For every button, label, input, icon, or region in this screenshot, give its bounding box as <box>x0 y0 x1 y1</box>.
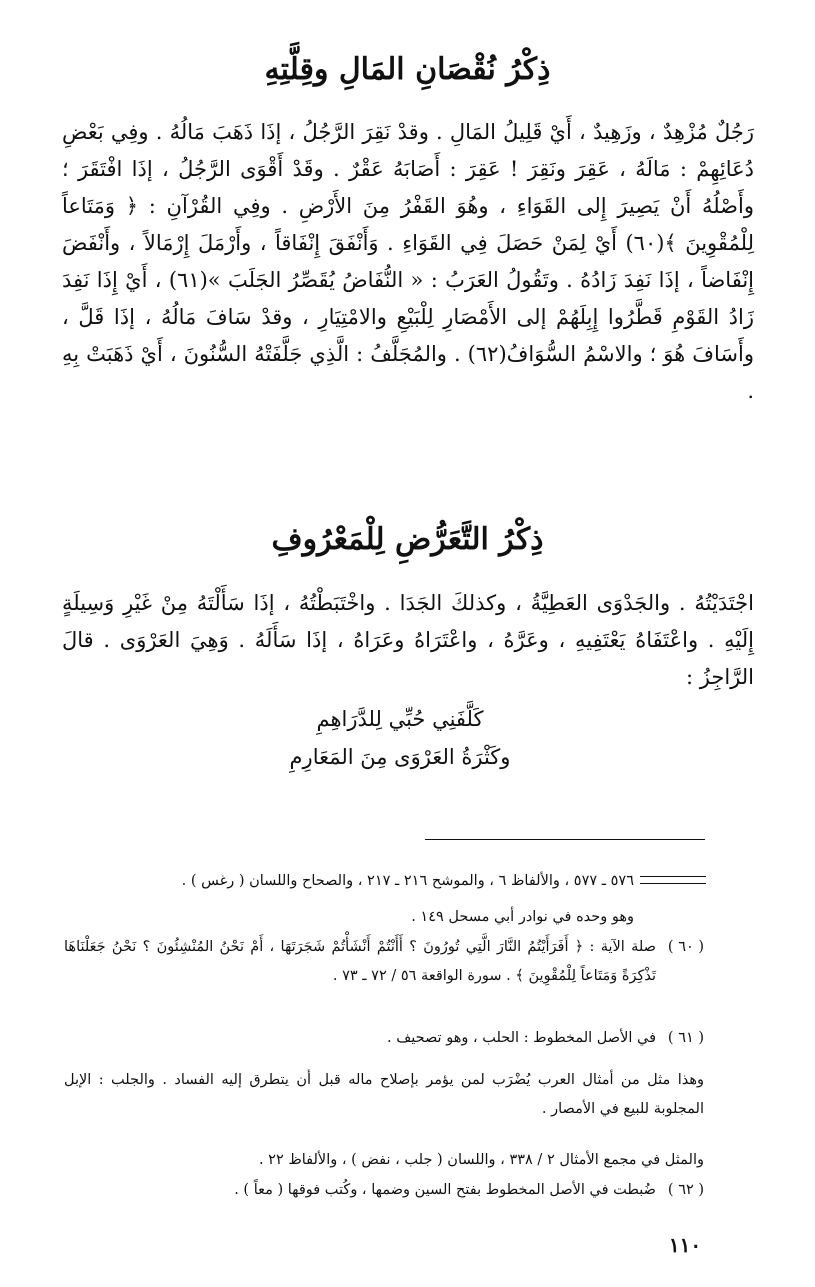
footnote-source-line-2: وهو وحده في نوادر أبي مسحل ١٤٩ . <box>411 909 634 925</box>
footnote-number-60: ( ٦٠ ) <box>667 939 705 955</box>
section-body-seeking-favor <box>62 585 754 696</box>
section-body-wealth-decrease <box>62 114 754 410</box>
footnote-number-61: ( ٦١ ) <box>667 1030 705 1046</box>
footnote-text: صلة الآية : ﴿ أَفَرَأَيْتُمُ النَّارَ الَّتِي تُورُونَ ؟ أَأَنْتُمْ أَنْشَأْتُمْ شَجَرَتَهَا ، أَمْ نَحْنُ المُنْشِئُونَ ؟ نَحْنُ جَعَلْنَاهَا تَذْكِرَةً وَمَتَاعاً لِلْمُقْوِينَ ﴾ . سورة الواقعة ٥٦ / ٧٢ ـ ٧٣ . <box>64 939 656 984</box>
footnote-text: في الأصل المخطوط : الحلب ، وهو تصحيف . <box>387 1030 656 1046</box>
footnote-text: وهذا مثل من أمثال العرب يُضْرَب لمن يؤمر بإصلاح ماله قبل أن يتطرق إليه الفساد . والجلب : الإبل المجلوبة للبيع في الأمصار . <box>64 1072 704 1117</box>
page-number: ١١٠ <box>668 1233 702 1257</box>
footnote-61-references <box>64 1146 704 1175</box>
footnote-separator <box>425 839 705 840</box>
footnote-text: ضُبطت في الأصل المخطوط بفتح السين وضمها ، وكُتب فوقها ( معاً ) . <box>234 1182 656 1198</box>
paragraph: اجْتَدَيْتُهُ . والجَدْوَى العَطِيَّةُ ، وكذلكَ الجَدَا . واخْتَبَطْتُهُ ، إذَا سَأَلْتَهُ مِنْ غَيْرِ وَسِيلَةٍ إِلَيْهِ . واعْتَفَاهُ يَعْتَفِيهِ ، وعَرَّهُ ، واعْتَرَاهُ وعَرَاهُ ، إذَا سَأَلَهُ . وَهِيَ العَرْوَى . قالَ الرَّاجِزُ : <box>62 591 754 689</box>
footnote-source-line-1: ٥٧٦ ـ ٥٧٧ ، والألفاظ ٦ ، والموشح ٢١٦ ـ ٢١٧ ، والصحاح واللسان ( رغس ) . <box>181 873 634 889</box>
double-rule <box>640 876 706 884</box>
section-title-seeking-favor: ذِكْرُ التَّعَرُّضِ لِلْمَعْرُوفِ <box>271 522 544 557</box>
verse-line-2: وكَثْرَةُ العَرْوَى مِنَ المَعَارِمِ <box>289 745 511 769</box>
footnote-62 <box>64 1176 656 1205</box>
footnote-60 <box>64 933 656 991</box>
footnote-61-commentary <box>64 1066 704 1124</box>
section-title-wealth-decrease: ذِكْرُ نُقْصَانِ المَالِ وقِلَّتِهِ <box>264 52 551 87</box>
footnote-text: والمثل في مجمع الأمثال ٢ / ٣٣٨ ، واللسان ( جلب ، نفض ) ، والألفاظ ٢٢ . <box>258 1152 704 1168</box>
poem-verse <box>230 700 570 776</box>
footnote-61 <box>64 1024 656 1053</box>
verse-line-1: كَلَّفَنِي حُبِّي لِلدَّرَاهِمِ <box>316 707 484 731</box>
paragraph: رَجُلٌ مُزْهِدٌ ، وزَهِيدٌ ، أَيْ قَلِيلُ المَالِ . وقدْ نَقِرَ الرَّجُلُ ، إذَا ذَهَبَ مَالُهُ . وفِي بَعْضِ دُعَائِهِمْ : مَالَهُ ، عَقِرَ ونَقِرَ ! عَقِرَ : أَصَابَهُ عَقْرٌ . وقَدْ أَقْوَى الرَّجُلُ ، إذَا افْتَقَرَ ؛ وأَصْلُهُ أَنْ يَصِيرَ إِلى القَوَاءِ ، وهُوَ القَفْرُ مِنَ الأَرْضِ . وفِي القُرْآنِ : ﴿ وَمَتَاعاً لِلْمُقْوِينَ ﴾(٦٠) أَيْ لِمَنْ حَصَلَ فِي القَوَاءِ . وَأَنْفَقَ إِنْفَاقاً ، وأَرْمَلَ إِرْمَالاً ، وأَنْفَضَ إِنْفَاضاً ، إذَا نَفِدَ زَادُهُ . وتَقُولُ العَرَبُ : « النُّفَاضُ يُقَصِّرُ الجَلَبَ »(٦١) ، أَيْ إِذَا نَفِدَ زَادُ القَوْمِ قَطَّرُوا إِبِلَهُمْ إلى الأَمْصَارِ لِلْبَيْعِ والامْتِيَارِ ، وقدْ سَافَ مَالُهُ ، إذَا قَلَّ ، وأَسَافَ هُوَ ؛ والاسْمُ السُّوَافُ(٦٢) . والمُجَلَّفُ : الَّذِي جَلَّفَتْهُ السُّنُونَ ، أَيْ ذَهَبَتْ بِهِ . <box>62 120 755 403</box>
footnote-number-62: ( ٦٢ ) <box>667 1182 705 1198</box>
